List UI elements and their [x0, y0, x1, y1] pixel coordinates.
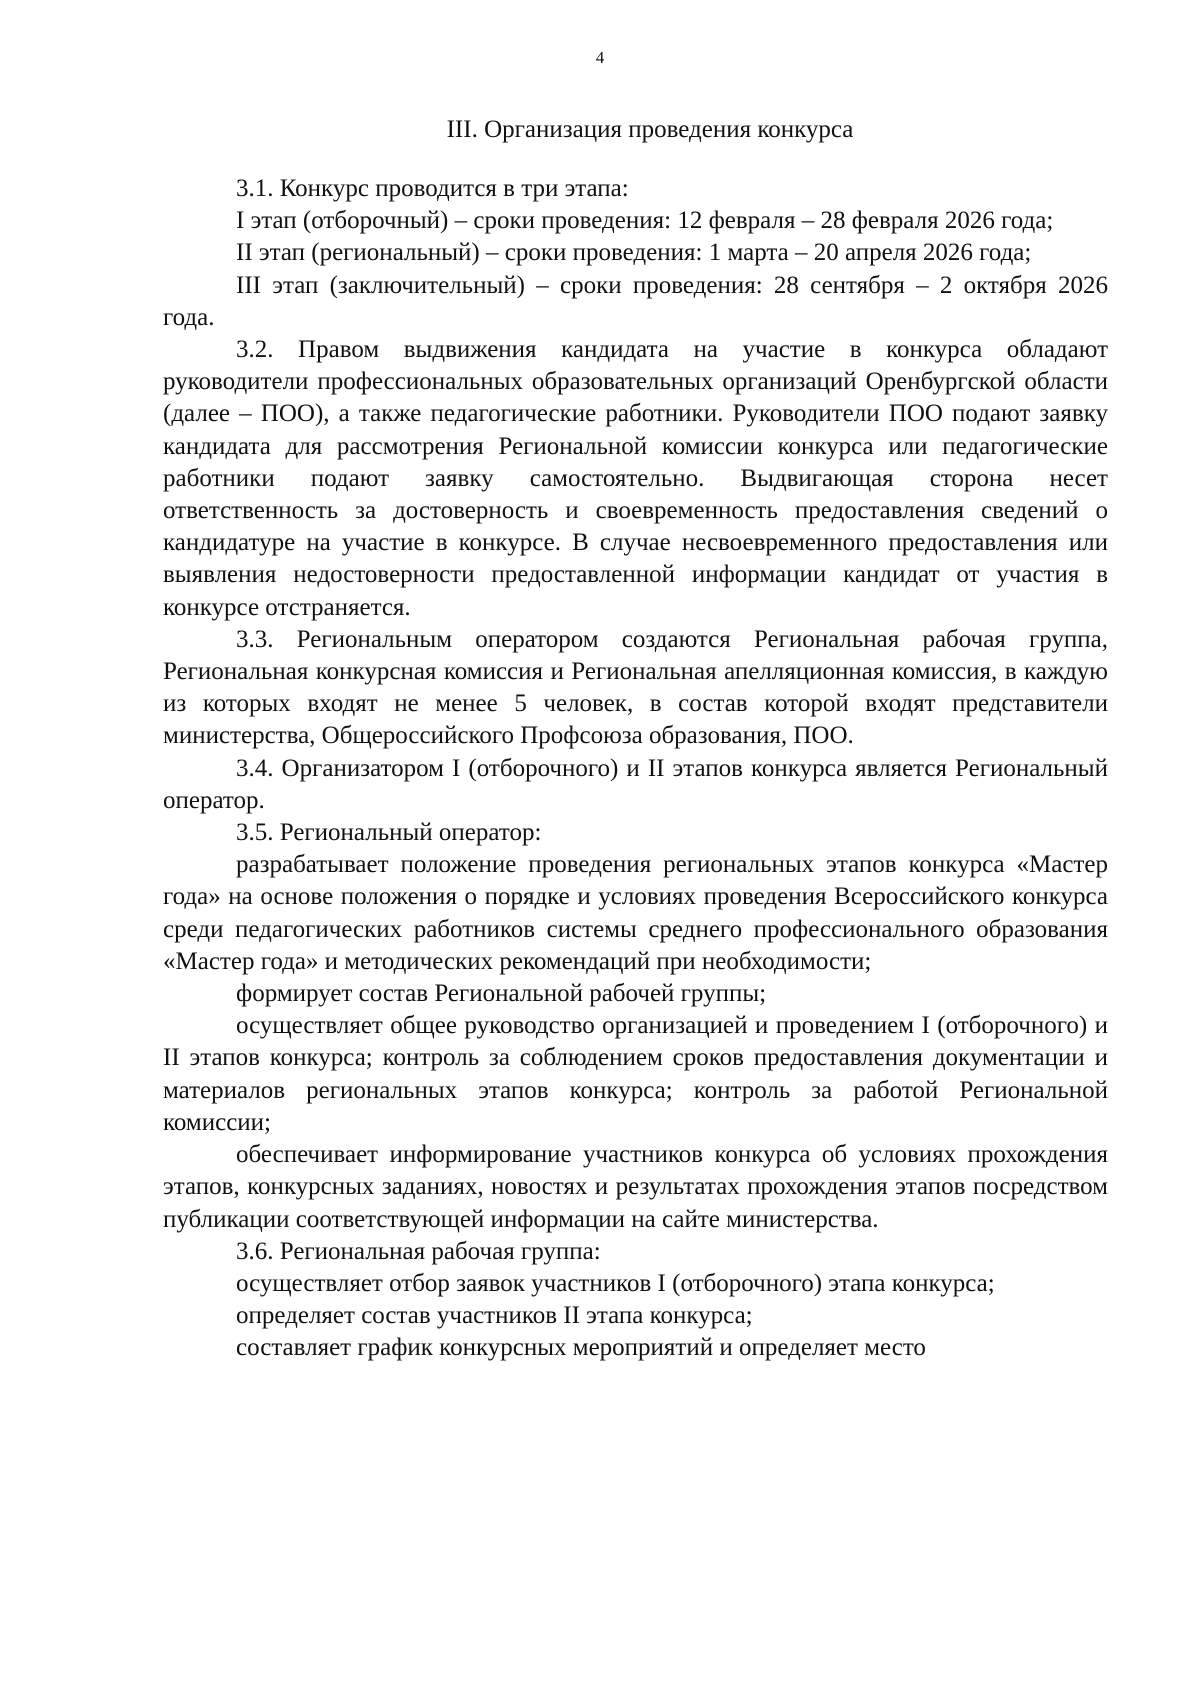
paragraph-3-6: 3.6. Региональная рабочая группа:: [236, 1237, 601, 1265]
paragraph-stage-1: I этап (отборочный) – сроки проведения: 12 февраля – 28 февраля 2026 года;: [236, 207, 1054, 235]
document-body: [163, 173, 1108, 1365]
paragraph-3-5-item-3: осуществляет общее руководство организацией и проведением I (отборочного) и II этапов конкурса; контроль за соблюдением сроков предоставления документации и материалов региональных этапов конкурса; контроль за работой Региональной комиссии;: [163, 1012, 1108, 1136]
paragraph-3-6-item-1: осуществляет отбор заявок участников I (отборочного) этапа конкурса;: [236, 1269, 995, 1297]
paragraph-3-4: 3.4. Организатором I (отборочного) и II этапов конкурса является Региональный оператор.: [163, 754, 1108, 814]
paragraph-3-6-item-2: определяет состав участников II этапа конкурса;: [236, 1302, 753, 1330]
paragraph-stage-3: III этап (заключительный) – сроки проведения: 28 сентября – 2 октября 2026 года.: [163, 271, 1108, 331]
paragraph-3-1: 3.1. Конкурс проводится в три этапа:: [236, 175, 629, 202]
paragraph-3-5-item-2: формирует состав Региональной рабочей группы;: [236, 980, 767, 1008]
page-number: 4: [595, 48, 605, 67]
paragraph-3-5: 3.5. Региональный оператор:: [236, 819, 542, 847]
paragraph-3-6-item-3: составляет график конкурсных мероприятий и определяет место: [236, 1334, 926, 1362]
paragraph-3-5-item-1: разрабатывает положение проведения региональных этапов конкурса «Мастер года» на основе положения о порядке и условиях проведения Всероссийского конкурса среди педагогических работников системы среднего профессионального образования «Мастер года» и методических рекомендаций при необходимости;: [163, 851, 1108, 975]
paragraph-stage-2: II этап (региональный) – сроки проведения: 1 марта – 20 апреля 2026 года;: [236, 239, 1032, 267]
paragraph-3-5-item-4: обеспечивает информирование участников конкурса об условиях прохождения этапов, конкурсных заданиях, новостях и результатах прохождения этапов посредством публикации соответствующей информации на сайте министерства.: [163, 1141, 1108, 1233]
section-title: III. Организация проведения конкурса: [446, 116, 854, 143]
paragraph-3-2: 3.2. Правом выдвижения кандидата на участие в конкурса обладают руководители профессиональных образовательных организаций Оренбургской области (далее – ПОО), а также педагогические работники. Руководители ПОО подают заявку кандидата для рассмотрения Региональной комиссии конкурса или педагогические работники подают заявку самостоятельно. Выдвигающая сторона несет ответственность за достоверность и своевременность предоставления сведений о кандидатуре на участие в конкурсе. В случае несвоевременного предоставления или выявления недостоверности предоставленной информации кандидат от участия в конкурсе отстраняется.: [163, 336, 1108, 621]
paragraph-3-3: 3.3. Региональным оператором создаются Региональная рабочая группа, Региональная конкурсная комиссия и Региональная апелляционная комиссия, в каждую из которых входят не менее 5 человек, в состав которой входят представители министерства, Общероссийского Профсоюза образования, ПОО.: [163, 625, 1108, 750]
